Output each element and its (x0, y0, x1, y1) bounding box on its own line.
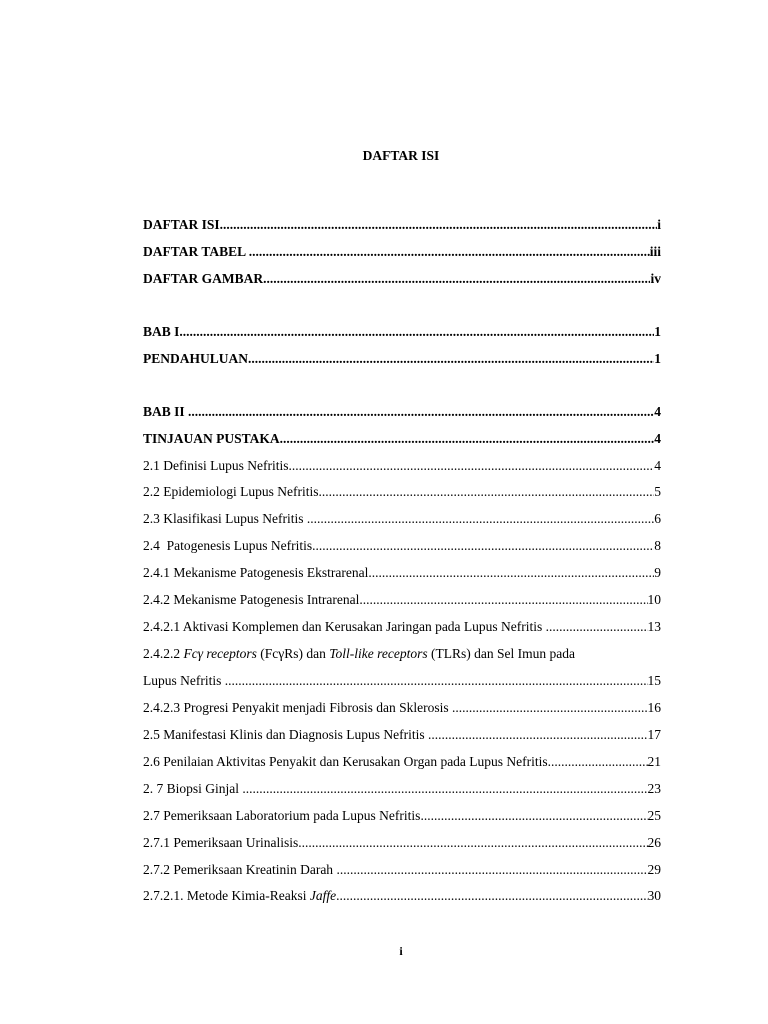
toc-entry-label: Lupus Nefritis (143, 673, 225, 688)
toc-leader-dots (336, 887, 647, 905)
toc-entry-label: 2.4.2.1 Aktivasi Komplemen dan Kerusakan Jaringan pada Lupus Nefritis (143, 619, 546, 634)
toc-entry-page: 6 (654, 511, 661, 526)
toc-entry-page: 25 (647, 808, 661, 823)
toc-entry-label-italic: Fcγ receptors (183, 646, 257, 661)
toc-entry-daftar-isi[interactable] (143, 216, 661, 234)
toc-entry-label: 2.7.2.1. Metode Kimia-Reaksi (143, 888, 310, 903)
toc-entry-page: 21 (647, 754, 661, 769)
toc-leader-dots (368, 564, 654, 582)
toc-entry-pendahuluan[interactable] (143, 350, 661, 368)
toc-entry-page: 17 (647, 727, 661, 742)
toc-entry-label: 2.4.2.3 Progresi Penyakit menjadi Fibrosis dan Sklerosis (143, 700, 452, 715)
toc-entry-page: 9 (654, 565, 661, 580)
toc-entry-label: 2.7.1 Pemeriksaan Urinalisis (143, 835, 299, 850)
toc-entry-page: 5 (654, 484, 661, 499)
toc-entry-label: DAFTAR GAMBAR (143, 271, 264, 286)
toc-entry-label: 2.7.2 Pemeriksaan Kreatinin Darah (143, 862, 337, 877)
toc-entry-2-3[interactable] (143, 510, 661, 528)
toc-entry-2-4[interactable] (143, 537, 661, 555)
toc-entry-2-7-biopsi[interactable] (143, 780, 661, 798)
toc-entry-page: 4 (654, 431, 661, 446)
toc-entry-page: 23 (647, 781, 661, 796)
toc-entry-2-7-pemeriksaan[interactable] (143, 807, 661, 825)
page-number: i (399, 944, 403, 958)
toc-entry-2-4-2-2-line1[interactable] (143, 645, 575, 663)
toc-entry-daftar-gambar[interactable] (143, 270, 661, 288)
toc-entry-label: 2. 7 Biopsi Ginjal (143, 781, 243, 796)
toc-leader-dots (318, 483, 654, 501)
toc-entry-label-part: (FcγRs) dan (256, 646, 330, 661)
toc-entry-2-4-1[interactable] (143, 564, 661, 582)
toc-entry-label-italic: Toll-like receptors (329, 646, 428, 661)
toc-entry-label: 2.4.2 Mekanisme Patogenesis Intrarenal (143, 592, 360, 607)
toc-entry-label: BAB II (143, 404, 189, 419)
toc-leader-dots (179, 323, 654, 341)
toc-entry-2-7-2[interactable] (143, 861, 661, 879)
toc-entry-label-part: 2.4.2.2 (143, 646, 184, 661)
toc-entry-2-2[interactable] (143, 483, 661, 501)
page-title: DAFTAR ISI (362, 148, 440, 163)
toc-leader-dots (428, 726, 648, 744)
toc-leader-dots (452, 699, 648, 717)
toc-leader-dots (298, 834, 647, 852)
toc-leader-dots (225, 672, 648, 690)
toc-entry-page: 15 (647, 673, 661, 688)
toc-entry-page: 26 (647, 835, 661, 850)
toc-leader-dots (263, 270, 650, 288)
toc-entry-label: 2.3 Klasifikasi Lupus Nefritis (143, 511, 307, 526)
toc-entry-label: 2.1 Definisi Lupus Nefritis (143, 458, 289, 473)
toc-entry-label: 2.5 Manifestasi Klinis dan Diagnosis Lupus Nefritis (143, 727, 428, 742)
toc-entry-label: 2.2 Epidemiologi Lupus Nefritis (143, 484, 319, 499)
toc-entry-2-7-1[interactable] (143, 834, 661, 852)
toc-entry-2-4-2-1[interactable] (143, 618, 661, 636)
toc-leader-dots (220, 216, 658, 234)
toc-entry-page: 1 (654, 324, 661, 339)
toc-entry-label-part: (TLRs) dan Sel Imun pada (427, 646, 575, 661)
toc-entry-page: 8 (654, 538, 661, 553)
toc-entry-page: 4 (654, 404, 661, 419)
toc-entry-2-6[interactable] (143, 753, 661, 771)
toc-leader-dots (188, 403, 654, 421)
toc-entry-bab-2[interactable] (143, 403, 661, 421)
toc-leader-dots (359, 591, 647, 609)
toc-entry-label: 2.4.1 Mekanisme Patogenesis Ekstrarenal (143, 565, 369, 580)
toc-entry-label: 2.7 Pemeriksaan Laboratorium pada Lupus Nefritis (143, 808, 421, 823)
toc-entry-2-4-2[interactable] (143, 591, 661, 609)
toc-leader-dots (248, 350, 654, 368)
toc-entry-2-4-2-2-line2[interactable] (143, 672, 661, 690)
toc-entry-page: 10 (647, 592, 661, 607)
toc-entry-2-1[interactable] (143, 457, 661, 475)
toc-leader-dots (242, 780, 647, 798)
toc-entry-2-7-2-1[interactable] (143, 887, 661, 905)
toc-entry-label: BAB I (143, 324, 180, 339)
toc-entry-bab-1[interactable] (143, 323, 661, 341)
toc-leader-dots (249, 243, 650, 261)
toc-entry-2-5[interactable] (143, 726, 661, 744)
toc-entry-page: iv (650, 271, 661, 286)
toc-leader-dots (420, 807, 647, 825)
toc-entry-page: 16 (647, 700, 661, 715)
toc-entry-page: 29 (647, 862, 661, 877)
toc-leader-dots (280, 430, 655, 448)
toc-entry-page: 13 (647, 619, 661, 634)
toc-entry-page: i (657, 217, 661, 232)
toc-entry-daftar-tabel[interactable] (143, 243, 661, 261)
toc-leader-dots (548, 753, 648, 771)
toc-entry-tinjauan-pustaka[interactable] (143, 430, 661, 448)
toc-entry-label: DAFTAR TABEL (143, 244, 249, 259)
toc-entry-page: 4 (654, 458, 661, 473)
toc-entry-label-italic: Jaffe (309, 888, 337, 903)
toc-entry-page: iii (649, 244, 661, 259)
toc-entry-label: 2.4 Patogenesis Lupus Nefritis (143, 538, 313, 553)
toc-entry-label: DAFTAR ISI (143, 217, 220, 232)
toc-leader-dots (307, 510, 654, 528)
toc-leader-dots (336, 861, 647, 879)
toc-leader-dots (546, 618, 648, 636)
toc-entry-label: 2.6 Penilaian Aktivitas Penyakit dan Kerusakan Organ pada Lupus Nefritis (143, 754, 548, 769)
toc-entry-label: TINJAUAN PUSTAKA (143, 431, 280, 446)
toc-leader-dots (312, 537, 654, 555)
toc-entry-page: 1 (654, 351, 661, 366)
toc-entry-2-4-2-3[interactable] (143, 699, 661, 717)
toc-leader-dots (288, 457, 654, 475)
toc-entry-page: 30 (647, 888, 661, 903)
toc-entry-label: PENDAHULUAN (143, 351, 249, 366)
